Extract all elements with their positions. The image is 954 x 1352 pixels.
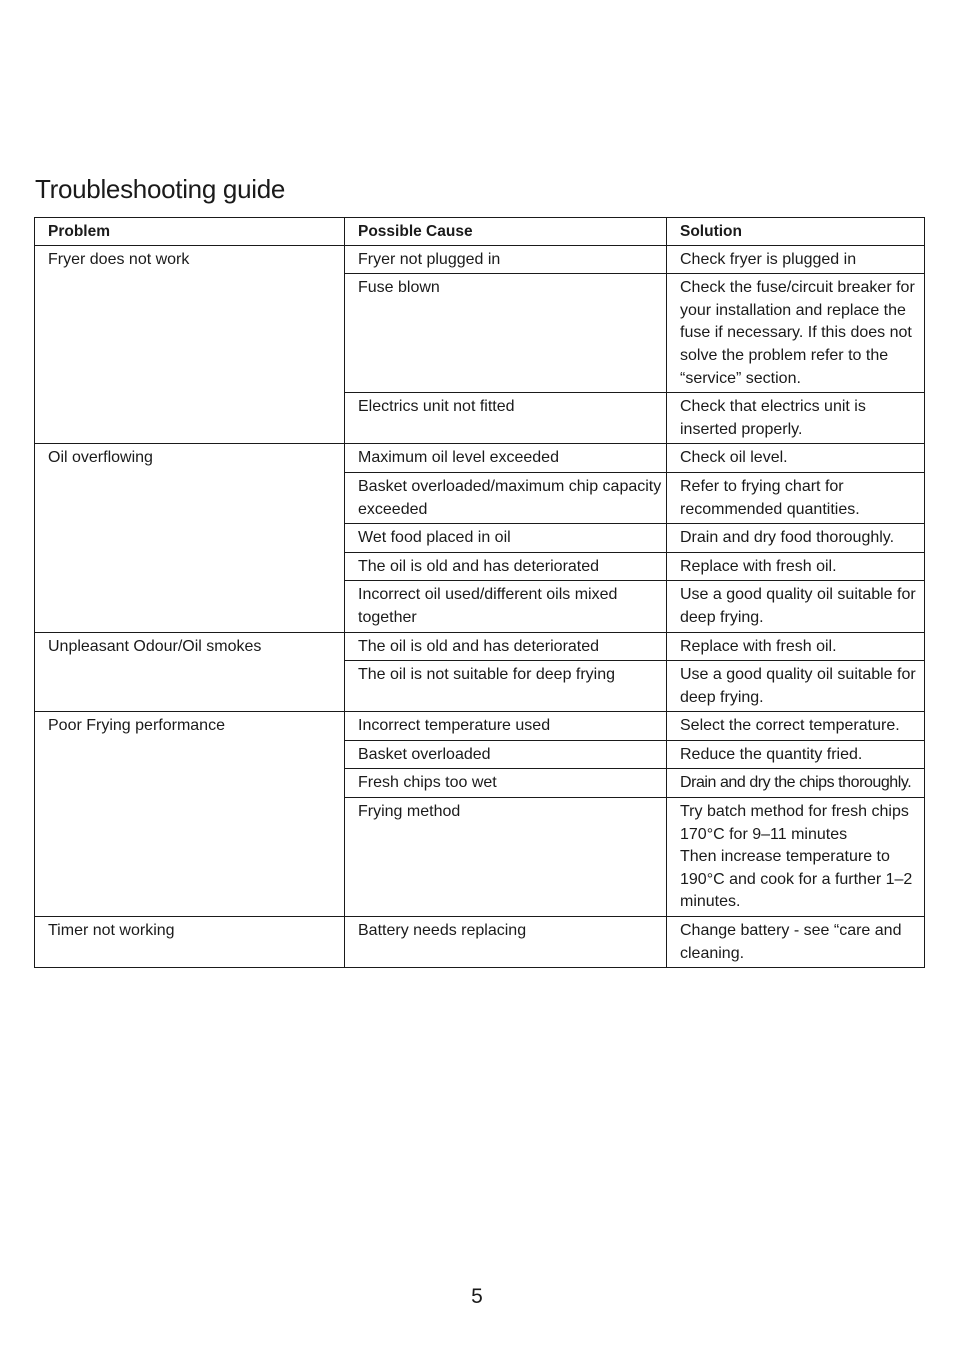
table-row: [35, 245, 925, 274]
problem-cell: Timer not working: [35, 917, 345, 968]
solution-cell: Drain and dry food thoroughly.: [667, 524, 925, 553]
solution-cell: Drain and dry the chips thoroughly.: [667, 769, 925, 798]
solution-cell: Select the correct temperature.: [667, 712, 925, 741]
table-row: [35, 712, 925, 741]
solution-cell: [667, 798, 925, 917]
solution-cell: Use a good quality oil suitable for deep frying.: [667, 661, 925, 712]
cause-cell: Frying method: [345, 798, 667, 917]
column-header-cause: Possible Cause: [345, 218, 667, 246]
solution-cell: Check oil level.: [667, 444, 925, 473]
cause-cell: Incorrect oil used/different oils mixed together: [345, 581, 667, 632]
solution-cell: Replace with fresh oil.: [667, 552, 925, 581]
table-row: [35, 632, 925, 661]
problem-cell: Poor Frying performance: [35, 712, 345, 917]
cause-cell: Battery needs replacing: [345, 917, 667, 968]
problem-cell: Unpleasant Odour/Oil smokes: [35, 632, 345, 712]
column-header-problem: Problem: [35, 218, 345, 246]
solution-cell: Refer to frying chart for recommended quantities.: [667, 472, 925, 523]
troubleshooting-table: [34, 217, 925, 968]
table-row: [35, 917, 925, 968]
solution-cell: Check that electrics unit is inserted properly.: [667, 393, 925, 444]
cause-cell: The oil is not suitable for deep frying: [345, 661, 667, 712]
solution-cell: Reduce the quantity fried.: [667, 740, 925, 769]
page-title: Troubleshooting guide: [35, 174, 286, 204]
solution-line: Then increase temperature to 190°C and cook for a further 1–2 minutes.: [680, 848, 913, 911]
problem-cell: Fryer does not work: [35, 245, 345, 444]
cause-cell: Fresh chips too wet: [345, 769, 667, 798]
solution-cell: Check the fuse/circuit breaker for your installation and replace the fuse if necessary. If this does not solve the problem refer to the “service” section.: [667, 274, 925, 393]
solution-line: Try batch method for fresh chips 170°C for 9–11 minutes: [680, 803, 909, 843]
cause-cell: Incorrect temperature used: [345, 712, 667, 741]
cause-cell: Fuse blown: [345, 274, 667, 393]
solution-cell: Change battery - see “care and cleaning.: [667, 917, 925, 968]
cause-cell: Electrics unit not fitted: [345, 393, 667, 444]
solution-cell: Replace with fresh oil.: [667, 632, 925, 661]
cause-cell: The oil is old and has deteriorated: [345, 632, 667, 661]
cause-cell: Fryer not plugged in: [345, 245, 667, 274]
cause-cell: Basket overloaded/maximum chip capacity exceeded: [345, 472, 667, 523]
column-header-solution: Solution: [667, 218, 925, 246]
solution-cell: Check fryer is plugged in: [667, 245, 925, 274]
cause-cell: Basket overloaded: [345, 740, 667, 769]
table-row: [35, 444, 925, 473]
page-number: 5: [471, 1285, 483, 1308]
problem-cell: Oil overflowing: [35, 444, 345, 632]
cause-cell: Maximum oil level exceeded: [345, 444, 667, 473]
table-header-row: [35, 218, 925, 246]
solution-cell: Use a good quality oil suitable for deep frying.: [667, 581, 925, 632]
cause-cell: The oil is old and has deteriorated: [345, 552, 667, 581]
cause-cell: Wet food placed in oil: [345, 524, 667, 553]
